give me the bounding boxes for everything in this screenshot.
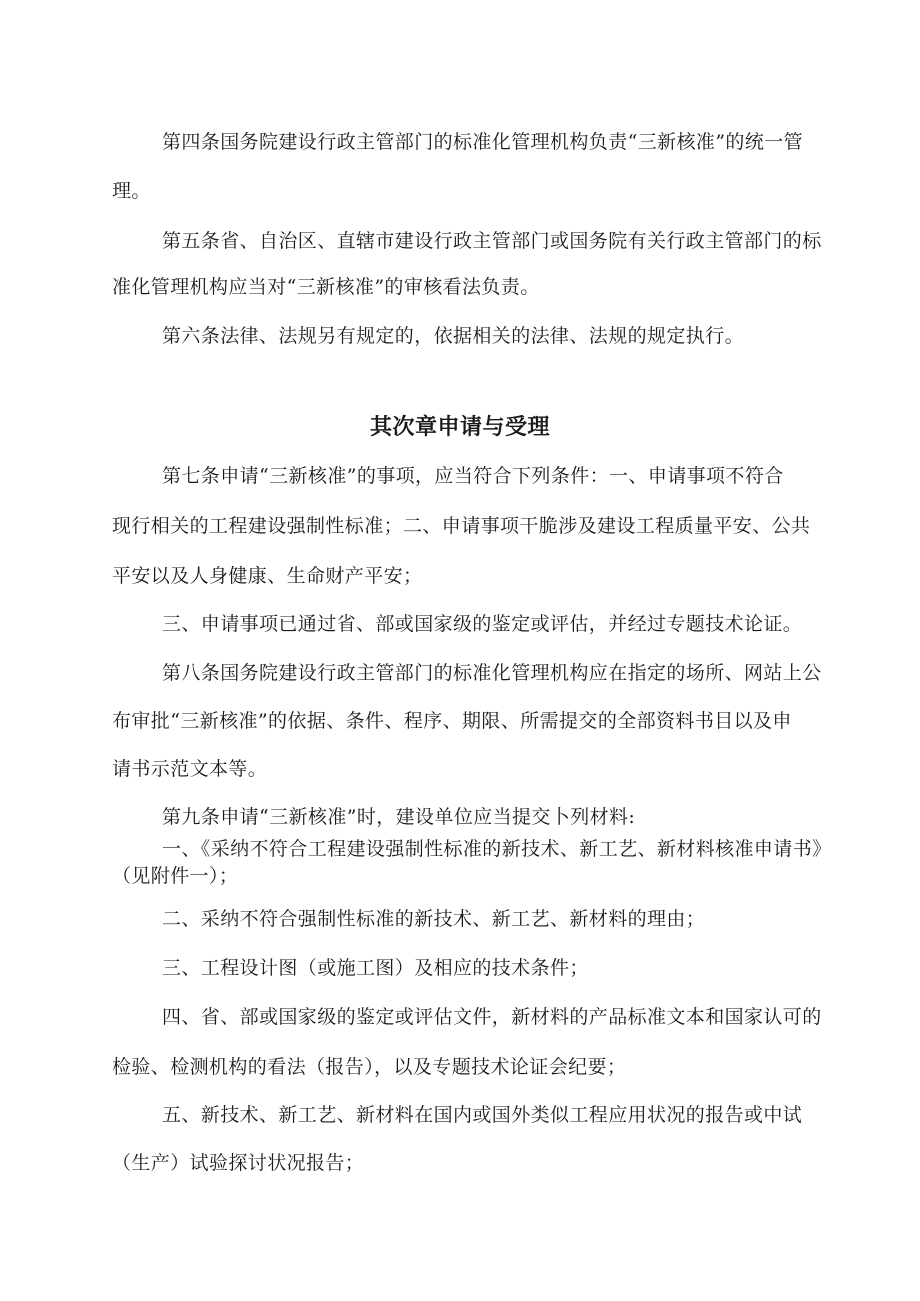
- article-7-line-2: 现行相关的工程建设强制性标准；二、申请事项干脆涉及建设工程质量平安、公共: [112, 515, 811, 537]
- article-4-line-2: 理。: [112, 180, 151, 202]
- article-7-line-3: 平安以及人身健康、生命财产平安；: [112, 565, 423, 587]
- article-7-line-1: 第七条申请“三新核准”的事项，应当符合下列条件：一、申请事项不符合: [162, 465, 784, 487]
- article-8-line-1: 第八条国务院建设行政主管部门的标准化管理机构应在指定的场所、网站上公: [162, 662, 822, 684]
- article-9-item-4-line-1: 四、省、部或国家级的鉴定或评估文件，新材料的产品标准文本和国家认可的: [162, 1006, 822, 1028]
- article-9-item-5-line-2: （生产）试验探讨状况报告；: [112, 1152, 365, 1174]
- article-9-item-3: 三、工程设计图（或施工图）及相应的技术条件；: [162, 957, 589, 979]
- article-9-item-4-line-2: 检验、检测机构的看法（报告），以及专题技术论证会纪要；: [112, 1056, 627, 1078]
- article-9-item-5-line-1: 五、新技术、新工艺、新材料在国内或国外类似工程应用状况的报告或中试: [162, 1104, 803, 1126]
- chapter-heading: 其次章申请与受理: [369, 415, 550, 440]
- article-9-item-2: 二、采纳不符合强制性标准的新技术、新工艺、新材料的理由；: [162, 908, 706, 930]
- article-9-item-1-line-1: 一、《采纳不符合工程建设强制性标准的新技术、新工艺、新材料核准申请书》: [162, 838, 832, 860]
- article-5-line-1: 第五条省、自治区、直辖市建设行政主管部门或国务院有关行政主管部门的标: [162, 230, 822, 252]
- article-9-line-1: 第九条申请“三新核准”时，建设单位应当提交卜列材料:: [162, 806, 636, 828]
- article-7-line-4: 三、申请事项已通过省、部或国家级的鉴定或评估，并经过专题技术论证。: [162, 613, 803, 635]
- article-8-line-3: 请书示范文本等。: [112, 758, 268, 780]
- article-6-line-1: 第六条法律、法规另有规定的，依据相关的法律、法规的规定执行。: [162, 325, 745, 347]
- article-8-line-2: 布审批“三新核准”的依据、条件、程序、期限、所需提交的全部资料书目以及申: [112, 710, 792, 732]
- article-5-line-2: 准化管理机构应当对“三新核准”的审核看法负责。: [112, 276, 540, 298]
- article-4-line-1: 第四条国务院建设行政主管部门的标准化管理机构负责“三新核准”的统一管: [162, 131, 804, 153]
- article-9-item-1-line-2: （见附件一）；: [112, 865, 239, 887]
